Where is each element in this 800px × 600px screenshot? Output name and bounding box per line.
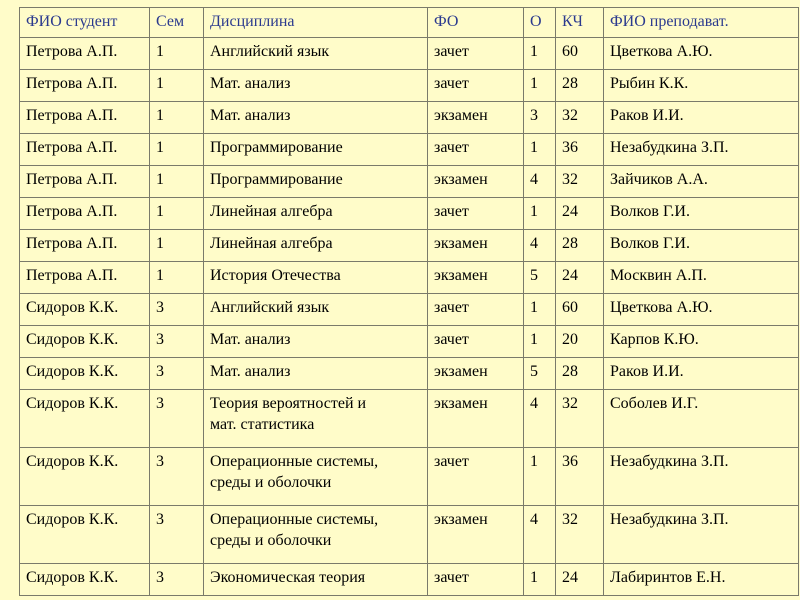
cell-semester: 1 [150,38,204,70]
cell-form: зачет [428,198,524,230]
cell-form: экзамен [428,358,524,390]
cell-semester: 3 [150,564,204,596]
cell-form: экзамен [428,506,524,564]
cell-student: Сидоров К.К. [20,448,150,506]
cell-semester: 1 [150,262,204,294]
cell-teacher: Зайчиков А.А. [604,166,799,198]
table-row [20,358,799,390]
cell-form: экзамен [428,262,524,294]
header-row [20,8,799,38]
cell-discipline-line: Операционные системы, [210,453,379,470]
cell-hours: 60 [556,38,604,70]
cell-student: Петрова А.П. [20,198,150,230]
cell-discipline: Линейная алгебра [204,230,428,262]
cell-hours: 32 [556,506,604,564]
cell-hours: 28 [556,230,604,262]
cell-student: Петрова А.П. [20,262,150,294]
col-header-hours: КЧ [556,8,604,38]
cell-student: Петрова А.П. [20,70,150,102]
cell-grade: 1 [524,294,556,326]
cell-student: Сидоров К.К. [20,390,150,448]
cell-discipline: Мат. анализ [204,70,428,102]
cell-grade: 1 [524,564,556,596]
cell-grade: 4 [524,506,556,564]
cell-discipline: Экономическая теория [204,564,428,596]
cell-discipline: Английский язык [204,38,428,70]
cell-teacher: Рыбин К.К. [604,70,799,102]
cell-discipline: История Отечества [204,262,428,294]
cell-discipline: Мат. анализ [204,358,428,390]
cell-semester: 3 [150,506,204,564]
cell-form: экзамен [428,390,524,448]
cell-grade: 1 [524,38,556,70]
cell-hours: 36 [556,134,604,166]
cell-form: экзамен [428,230,524,262]
col-header-discipline: Дисциплина [204,8,428,38]
cell-form: зачет [428,38,524,70]
cell-semester: 1 [150,70,204,102]
table-row [20,448,799,506]
cell-discipline: Мат. анализ [204,102,428,134]
cell-form: зачет [428,70,524,102]
cell-hours: 24 [556,198,604,230]
grades-table [19,7,799,596]
cell-grade: 3 [524,102,556,134]
table-row [20,70,799,102]
cell-student: Сидоров К.К. [20,358,150,390]
cell-form: зачет [428,564,524,596]
cell-teacher: Незабудкина З.П. [604,506,799,564]
cell-discipline [204,506,428,564]
col-header-form: ФО [428,8,524,38]
cell-discipline-line: Операционные системы, [210,511,379,528]
table-row [20,38,799,70]
table-row [20,166,799,198]
cell-grade: 1 [524,198,556,230]
table-row [20,230,799,262]
cell-discipline-line: среды и оболочки [210,474,332,491]
cell-teacher: Карпов К.Ю. [604,326,799,358]
cell-teacher: Лабиринтов Е.Н. [604,564,799,596]
table-row [20,506,799,564]
table-row [20,134,799,166]
cell-hours: 28 [556,358,604,390]
cell-semester: 1 [150,102,204,134]
cell-grade: 1 [524,70,556,102]
cell-hours: 28 [556,70,604,102]
table-row [20,390,799,448]
cell-grade: 4 [524,230,556,262]
table-row [20,326,799,358]
cell-hours: 24 [556,262,604,294]
cell-grade: 4 [524,166,556,198]
cell-discipline: Программирование [204,134,428,166]
cell-teacher: Незабудкина З.П. [604,134,799,166]
col-header-semester: Сем [150,8,204,38]
col-header-teacher: ФИО преподават. [604,8,799,38]
cell-hours: 20 [556,326,604,358]
cell-hours: 32 [556,390,604,448]
cell-semester: 3 [150,326,204,358]
cell-form: зачет [428,294,524,326]
cell-grade: 1 [524,448,556,506]
table-row [20,102,799,134]
cell-teacher: Раков И.И. [604,102,799,134]
cell-form: зачет [428,326,524,358]
cell-form: зачет [428,448,524,506]
cell-teacher: Цветкова А.Ю. [604,294,799,326]
cell-teacher: Соболев И.Г. [604,390,799,448]
table-row [20,564,799,596]
cell-semester: 3 [150,448,204,506]
col-header-grade: О [524,8,556,38]
cell-semester: 3 [150,294,204,326]
cell-student: Петрова А.П. [20,102,150,134]
cell-grade: 1 [524,326,556,358]
cell-discipline-line: Теория вероятностей и [210,395,367,412]
cell-teacher: Незабудкина З.П. [604,448,799,506]
table-row [20,294,799,326]
cell-discipline: Программирование [204,166,428,198]
cell-semester: 1 [150,230,204,262]
col-header-student: ФИО студент [20,8,150,38]
cell-discipline-line: среды и оболочки [210,532,332,549]
cell-hours: 36 [556,448,604,506]
cell-discipline: Линейная алгебра [204,198,428,230]
cell-grade: 4 [524,390,556,448]
cell-discipline: Английский язык [204,294,428,326]
cell-grade: 5 [524,262,556,294]
cell-hours: 60 [556,294,604,326]
table-row [20,198,799,230]
cell-semester: 1 [150,166,204,198]
cell-discipline [204,448,428,506]
cell-student: Петрова А.П. [20,38,150,70]
cell-student: Петрова А.П. [20,230,150,262]
cell-hours: 24 [556,564,604,596]
cell-grade: 5 [524,358,556,390]
cell-form: экзамен [428,102,524,134]
cell-teacher: Раков И.И. [604,358,799,390]
cell-semester: 1 [150,198,204,230]
cell-semester: 3 [150,390,204,448]
cell-student: Сидоров К.К. [20,506,150,564]
cell-teacher: Волков Г.И. [604,230,799,262]
cell-student: Сидоров К.К. [20,564,150,596]
cell-discipline-line: мат. статистика [210,416,315,433]
cell-grade: 1 [524,134,556,166]
cell-student: Петрова А.П. [20,134,150,166]
cell-semester: 3 [150,358,204,390]
cell-hours: 32 [556,166,604,198]
cell-hours: 32 [556,102,604,134]
table-row [20,262,799,294]
cell-teacher: Волков Г.И. [604,198,799,230]
cell-student: Сидоров К.К. [20,294,150,326]
cell-student: Сидоров К.К. [20,326,150,358]
cell-form: зачет [428,134,524,166]
cell-discipline: Мат. анализ [204,326,428,358]
cell-semester: 1 [150,134,204,166]
cell-teacher: Москвин А.П. [604,262,799,294]
cell-form: экзамен [428,166,524,198]
cell-discipline [204,390,428,448]
cell-teacher: Цветкова А.Ю. [604,38,799,70]
cell-student: Петрова А.П. [20,166,150,198]
